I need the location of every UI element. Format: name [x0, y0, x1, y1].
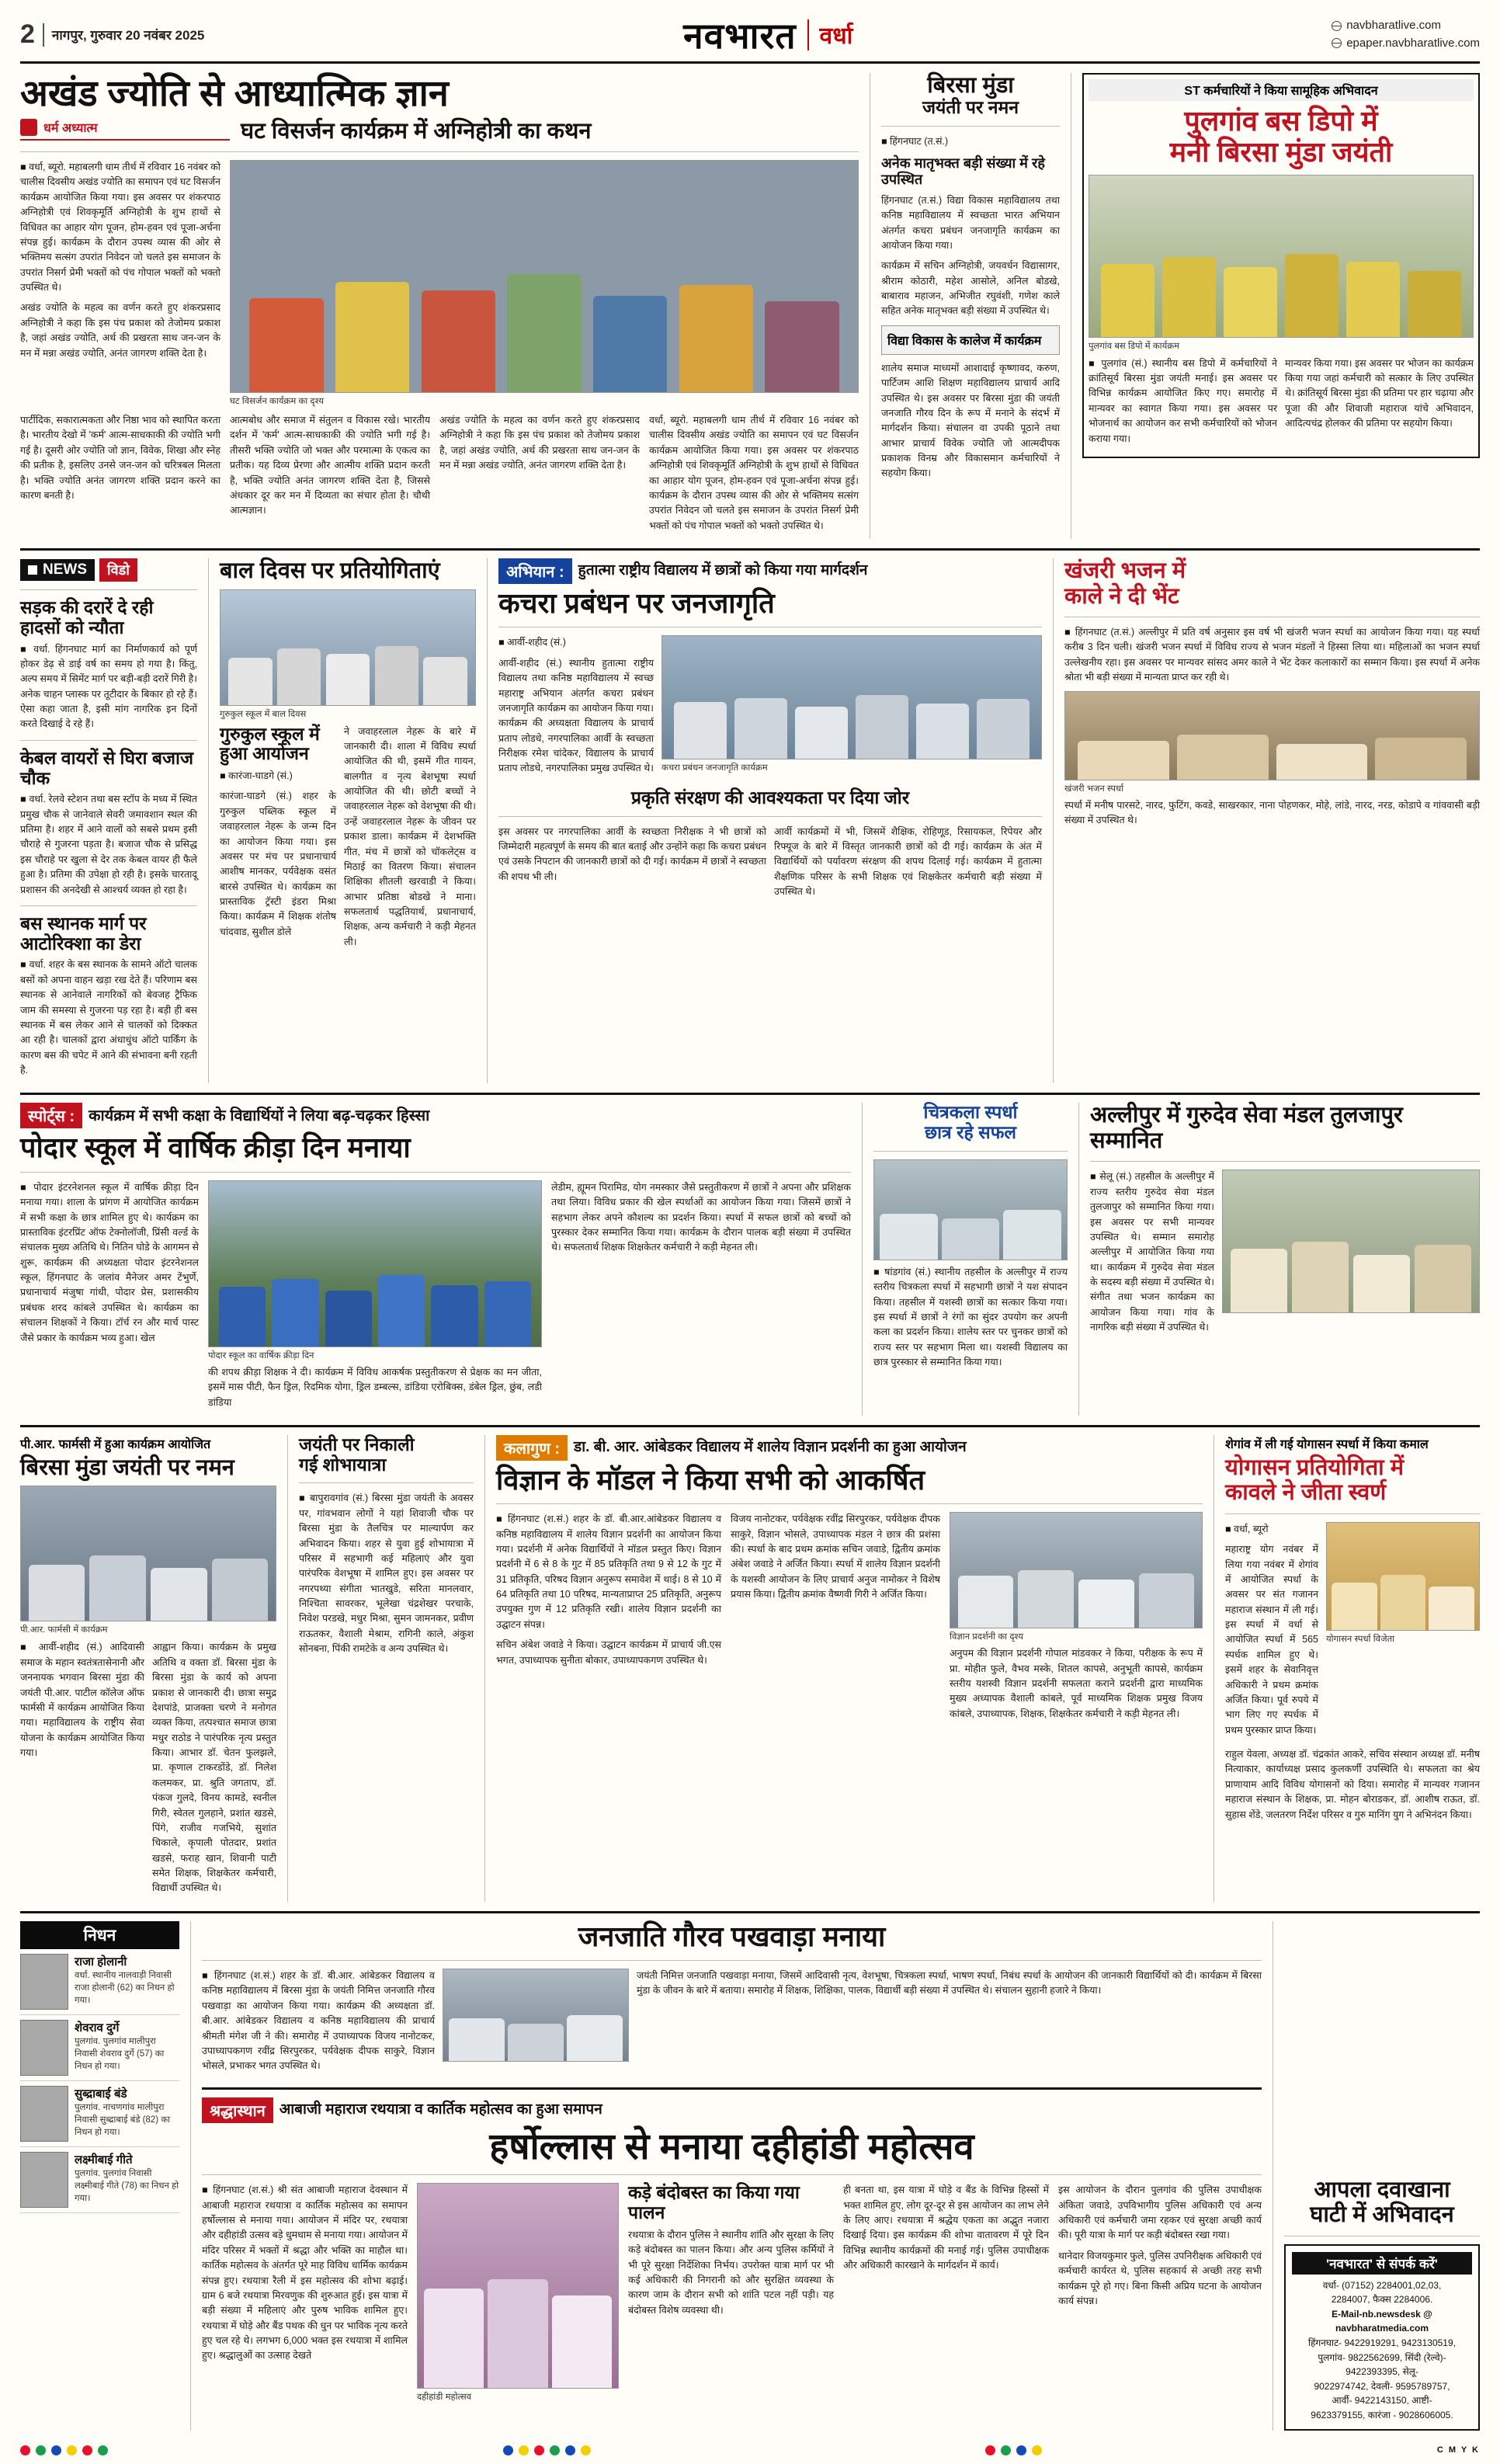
obituary-meta: पुलगांव. पुलगांव निवासी लक्ष्मीबाई गीते (78) का निधन हो गया।	[75, 2168, 179, 2203]
masthead-links	[1332, 17, 1480, 52]
obituary-item	[20, 2147, 179, 2213]
contact-line: 9623379155, कारंजा - 9028606005.	[1311, 2410, 1453, 2421]
publication-title: नवभारत	[683, 15, 797, 56]
bal-divas-caption: गुरुकुल स्कूल में बाल दिवस	[220, 709, 307, 719]
sports-story	[20, 1103, 851, 1415]
sports-photo	[208, 1180, 542, 1347]
pr-text-1: ■ आर्वी-शहीद (सं.) आदिवासी समाज के महान स्वतंत्रतासेनानी और जननायक भगवान बिरसा मुंडा की जयंती पी.आर. पाटील कॉलेज ऑफ फार्मसी में कार्यक्रम आयोजित किया गया। महाविद्यालय के राष्ट्रीय सेवा योजना के कार्यक्रम आयोजित किया गया।	[20, 1640, 144, 1901]
allipur-text: ■ सेलू (सं.) तहसील के अल्लीपुर में राज्य स्तरीय गुरुदेव सेवा मंडल तुलजापुर को सम्मानित किया गया। इस अवसर पर सभी मान्यवर उपस्थित थे। सम्मान समारोह अल्लीपुर में आयोजित किया गया था। कार्यक्रम में गुरुदेव सेवा मंडल के सदस्य बड़ी संख्या में उपस्थित थे। संगीत तथा भजन कार्यक्रम का आयोजन किया गया। गांव के नागरिक बड़ी संख्या में उपस्थित थे।	[1090, 1169, 1214, 1340]
sports-kicker-text: कार्यक्रम में सभी कक्षा के विद्यार्थियों ने लिया बढ़-चढ़कर हिस्सा	[89, 1107, 430, 1124]
yogasan-headline-1: योगासन प्रतियोगिता में	[1225, 1454, 1405, 1480]
shraddha-kicker-text: आबाजी महाराज रथयात्रा व कार्तिक महोत्सव का हुआ समापन	[279, 2101, 602, 2118]
masthead	[20, 14, 1480, 64]
jayanti-headline-2: गई शोभायात्रा	[299, 1454, 387, 1475]
bottom-right	[1284, 1921, 1480, 2431]
pr-caption: पी.आर. फार्मसी में कार्यक्रम	[20, 1625, 108, 1635]
kalagun-story	[496, 1435, 1203, 1902]
st-kicker: ST कर्मचारियों ने किया सामूहिक अभिवादन	[1089, 79, 1474, 101]
globe-icon	[1332, 38, 1342, 48]
bottom-middle	[202, 1921, 1262, 2431]
sports-caption: पोदार स्कूल का वार्षिक क्रीड़ा दिन	[208, 1350, 314, 1361]
abhiyan-subhead: प्रकृति संरक्षण की आवश्यकता पर दिया जोर	[630, 787, 910, 808]
allipur-headline: अल्लीपुर में गुरुदेव सेवा मंडल तुलजापुर सम्मानित	[1090, 1103, 1403, 1153]
epaper-link[interactable]: epaper.navbharatlive.com	[1346, 36, 1480, 50]
jayanti-text: ■ बापुरावगांव (सं.) बिरसा मुंडा जयंती के अवसर पर, गांवभवान लोगों ने यहां शिवाजी चौक पर बिरसा मुंडा के तैलचित्र पर माल्यार्पण कर अभिवादन किया। शहर से युवा हुई शोभायात्रा में परिसर में सहभागी कई महिलाएं और युवा पारंपरिक वेशभूषा में शामिल हुए। इस अवसर पर नगरपथ्या संगीता भातखुडे, सरिता मानलवार, निश्चिता सावरकर, भूलेखा चंद्रशेखर परचाके, निवेश परडखे, मधुर मिश्रा, सुमन जामनकर, प्रवीण राऊतकर, वैशाली मेश्राम, रागिनी काले, अंकुश सोनबना, पिंकी रामटेके व अन्य उपस्थित थे।	[299, 1491, 474, 1656]
contact-line[interactable]: E-Mail-nb.newsdesk @	[1332, 2308, 1432, 2320]
st-story	[1082, 73, 1480, 539]
chitrakala-headline-1: चित्रकला स्पर्धा	[923, 1102, 1018, 1123]
abhiyan-kicker: अभियान :	[498, 558, 572, 584]
jayanti-headline-1: जयंती पर निकाली	[299, 1434, 415, 1454]
birsa-text-3: शालेय समाज माध्यमों आशादाई कृष्णावद, करुण, पार्टिजम आशि शिक्षण महाविद्यालय प्राचार्य आदि उपस्थित थे। इस अवसर पर बिरसा मुंडा की जयंती जनजाति गौरव दिन के रूप में मनाने के संदर्भ में मार्गदर्शन किया। संचालन वा उपकी पूठाने तथा आभार प्राचार्य विवेक ज्योति जो आत्मदीपक प्रकाशक विनम्र और विकासमान कर्मचारियों ने सहयोग किया।	[881, 362, 1060, 479]
janjati-photo	[443, 1969, 629, 2062]
color-dots-right	[985, 2445, 1042, 2455]
obituary-photo	[20, 2152, 68, 2208]
bal-divas-photo	[220, 589, 476, 706]
contact-line: 9022974742, देवली- 9595789757,	[1314, 2380, 1450, 2392]
yogasan-text-1: ■ वर्धा, ब्यूरो महाराष्ट्र योग नवंबर में लिया गया नवंबर में शेगांव में आयोजित स्पर्धा के अवसर पर संत गजानन महाराज संस्थान में ली गई। इस स्पर्धा में वर्धा से आयोजित स्पर्धा में 565 स्पर्धक शामिल हुए थे। इसमें शहर के सेवानिवृत्त अधिकारी ने प्रथम क्रमांक अर्जित किया। पूर्व रुपये में भाग लिए गए स्पर्धक में प्रथम पुरस्कार प्राप्त किया।	[1225, 1522, 1318, 1743]
obituary-item	[20, 2015, 179, 2081]
shraddha-kicker: श्रद्धास्थान	[202, 2097, 273, 2123]
abhiyan-photo	[661, 635, 1042, 759]
kalagun-text-1: ■ हिंगनघाट (श.सं.) शहर के डॉ. बी.आर.आंबेडकर विद्यालय व कनिष्ठ महाविद्यालय में शालेय विज्ञान प्रदर्शनी का आयोजन किया गया। प्रदर्शनी में अनेक विद्यार्थियों ने मॉडल प्रस्तुत किए। विज्ञान प्रदर्शनी में 6 से 8 के गुट में 85 प्रतिकृति तथा 9 से 12 के गुट में 31 प्रतिकृति, परिषद विज्ञान अनुरूप समावेश में थाई। 8 से 10 में 64 प्रतिकृति तथा 10 परिषद, मान्यताप्राप्त 25 प्रतिकृति, अनुरूप उपयुक्त गुण में 12 प्रतिकृति रखी। शालेय विज्ञान प्रदर्शनी का उद्घाटन संपन्न। सचिन अंबेश जवाडे ने किया। उद्घाटन कार्यक्रम में प्राचार्य जी.एस भगत, उपाध्यापक सुनीता बोकार, उपाध्यापकगण उपस्थित थे।	[496, 1512, 721, 1727]
shraddha-headline: हर्षोल्लास से मनाया दहीहांडी महोत्सव	[489, 2125, 974, 2167]
news-item	[20, 914, 197, 1079]
abhiyan-caption: कचरा प्रबंधन जनजागृति कार्यक्रम	[661, 763, 768, 773]
yogasan-headline-2: कावले ने जीता स्वर्ण	[1225, 1480, 1387, 1506]
kalagun-text-3: विजय नानोटकर, पर्यवेक्षक रवींद्र सिरपुरकर, पर्यवेक्षक दीपक साकुरे, विज्ञान भोसले, उपाध्यापक मंडल ने छात्र की प्रशंसा की। स्पर्धा के बाद प्रथम क्रमांक सचिन जवाडे, द्वितीय क्रमांक अंबेश जवाडे ने अर्जित किया। स्पर्धा में शालेय विज्ञान प्रदर्शनी के यशस्वी आयोजन के लिए प्राचार्य अनुज नामोकर ने विशेष प्रयास किया। द्वितीय क्रमांक वैष्णवी गिरी ने अर्जित किया।	[731, 1514, 940, 1600]
birsa-box-head: विद्या विकास के कालेज में कार्यक्रम	[887, 334, 1042, 348]
shraddha-text-3: ही बनता था, इस यात्रा में घोड़े व बैंड के विभिन्न हिस्सों में भक्त शामिल हुए, लोग दूर-दूर से इस आयोजन का लाभ लेने के लिए आए। रथयात्रा में श्रद्धेय एकता का अद्भुत नजारा दिखाई दिया। इस कार्यक्रम की शोभा वातावरण में पूरे दिन विभिन्न स्थानीय कार्यक्रमों की मनाई गई। पुलिस उपाधीक्षक और अधिकारी कारखाने के मार्गदर्शन में कार्य।	[843, 2184, 1049, 2271]
masthead-center	[683, 11, 852, 59]
news-item	[20, 598, 197, 732]
st-photo-caption: पुलगांव बस डिपो में कार्यक्रम	[1089, 341, 1180, 351]
obituary-title: निधन	[20, 1921, 179, 1949]
sports-kicker: स्पोर्ट्स :	[20, 1103, 82, 1128]
obituary-photo	[20, 1954, 68, 2010]
yogasan-photo	[1326, 1522, 1480, 1631]
janjati-text-2: जयंती निमित्त जनजाति पखवाड़ा मनाया, जिसमें आदिवासी नृत्य, वेशभूषा, चित्रकला स्पर्धा, भाषण स्पर्धा, निबंध स्पर्धा के आयोजन की जानकारी विद्यार्थियों को दी। कार्यक्रम में बिरसा मुंडा के जीवन के बारे में बताया। समारोह में शिक्षक, शिक्षिका, पालक, विद्यार्थी बड़ी संख्या में उपस्थित थे। संचालन सुहानी हजारे ने किया।	[637, 1970, 1262, 1997]
st-photo	[1089, 175, 1474, 338]
lead-col-5: वर्धा, ब्यूरो. महाबलगी धाम तीर्थ में रविवार 16 नवंबर को चालीस दिवसीय अखंड ज्योति का समापन एवं घट विसर्जन कार्यक्रम आयोजित किया गया। इस अवसर पर शंकरपाठ अग्निहोत्री एवं शिवकृमूर्ति अग्निहोत्री के शुभ हाथों से विधिवत का आहार योग पूजन, होम-हवन एवं पूजा-अर्चना संपन्न हुई। कार्यक्रम के दौरान उपस्थ व्यास की ओर से भक्तिमय सत्संग उपरांत निवेदन जो चलते इस समाजन के उपरांत निसर्ग प्रेमी भक्तों को पंच गोपाल भक्तों को भक्तो उपस्थित थे।	[649, 415, 859, 531]
st-text-2: मान्यवर किया गया। इस अवसर पर भोजन का कार्यक्रम किया गया जहां कर्मचारी को सत्कार के लिए उपस्थित थे। क्रांतिसूर्य बिरसा मुंडा की प्रतिमा पर हार चढ़ाया और पूजा की और शिवाजी महाराज यांचे अभिवादन, आदित्यचंद्र होलकर की प्रतिमा पर सहयोग किया।	[1285, 357, 1474, 429]
news-item-headline: बस स्थानक मार्ग पर आटोरिक्शा का डेरा	[20, 912, 147, 954]
obituary-block	[20, 1921, 179, 2431]
birsa-text-1: हिंगनघाट (त.सं.) विद्या विकास महाविद्यालय तथा कनिष्ठ महाविद्यालय में स्वच्छता भारत अभियान अंतर्गत कचरा प्रबंधन जनजागृति कार्यक्रम का आयोजन किया गया।	[881, 194, 1060, 251]
cmyk-label: C M Y K	[1436, 2445, 1480, 2455]
bal-divas-text-2: ने जवाहरलाल नेहरू के बारे में जानकारी दी। शाला में विविध स्पर्धा आयोजित की थी, इसमें गीत गायन, बालगीत व नृत्य बेशभूषा स्पर्धा आयोजित की थी। छोटी बच्चों ने जवाहरलाल नेहरू को वेशभूषा की थी। उन्हें जवाहरलाल नेहरू के जीवन पर प्रकाश डाला। कार्यक्रम में देशभक्ति गीत, मंच में छात्रों को चॉकलेट्स व मिठाई का वितरण किया। संचालन शिक्षिका शीतली खरवाडी ने किया। आभार प्रतिष्ठा बोडखे ने माना। सफलतार्थ पद्धतियार्थ, प्रधानाचार्य, शिक्षक, अन्य कर्मचारी ने कड़ी मेहनत ली।	[344, 725, 476, 947]
obituary-photo	[20, 2020, 68, 2076]
top-section	[20, 73, 1480, 539]
birsa-bold-line: अनेक मातृभक्त बड़ी संख्या में रहे उपस्थित	[881, 155, 1045, 188]
pr-photo	[20, 1486, 276, 1621]
bal-divas-subhead: गुरुकुल स्कूल में हुआ आयोजन	[220, 723, 320, 764]
chitrakala-photo	[873, 1159, 1068, 1260]
allipur-story	[1090, 1103, 1480, 1415]
shraddha-photo	[417, 2183, 619, 2389]
lead-photo-caption: घट विसर्जन कार्यक्रम का दृश्य	[230, 397, 325, 407]
edition-name: वर्धा	[819, 23, 853, 49]
jayanti-story	[299, 1435, 474, 1902]
birsa-text-2: कार्यक्रम में सचिन अग्निहोत्री, जयवर्धन विद्यासागर, श्रीराम कोठारी, महेश आसोले, अनिल बोडखे, बाबाराव महाजन, अभिजीत रघुवंशी, गणेश काले सहित अनेक मातृभक्त बड़ी संख्या में उपस्थित थे।	[881, 260, 1060, 317]
lead-col-3: आत्मबोध और समाज में संतुलन व विकास रखे। भारतीय दर्शन में 'कर्म' आत्म-साधकाकी की ज्योति भगी गई है। तीसरी भक्ति ज्योति जो भक्त और परमात्मा के एकत्व का प्रतीक। यह दिव्य प्रेरणा और आत्मीय शक्ति प्रदान करती है, भक्ति ज्योति अनंत जागरण शक्ति देता है, जिससे अंधकार दूर कर मन में दिव्यता का संचार होता है। चौथी आत्मज्ञान।	[230, 415, 430, 516]
khanjari-photo	[1064, 691, 1480, 780]
yogasan-kicker: शेगांव में ली गई योगासन स्पर्धा में किया कमाल	[1225, 1437, 1429, 1451]
abhiyan-story	[498, 558, 1042, 1083]
contact-line: 2284007, फैक्स 2284006.	[1331, 2294, 1433, 2306]
obituary-name: शेवराव दुर्गे	[75, 2021, 120, 2035]
kalagun-caption: विज्ञान प्रदर्शनी का दृश्य	[950, 1632, 1023, 1642]
pr-pharmacy-story	[20, 1435, 276, 1902]
aapla-headline-2: घाटी में अभिवादन	[1310, 2202, 1454, 2228]
contact-box	[1284, 2244, 1480, 2431]
abhiyan-text-1: ■ आर्वी-शहीद (सं.) आर्वी-शहीद (सं.) स्थानीय हुतात्मा राष्ट्रीय विद्यालय तथा कनिष्ठ महाविद्यालय में स्वच्छ महाराष्ट्र अभियान अंतर्गत कचरा प्रबंधन जनजागृति कार्यक्रम का आयोजन किया गया। कार्यक्रम की अध्यक्षता विद्यालय के प्राचार्य प्रताप लोडधे, नगरपालिका आर्वी के स्वच्छता निरीक्षक रमेश चांदेकर, विद्यालय के प्राचार्य प्रताप लोडधे, नगरपालिका प्रमुख उपस्थित थे।	[498, 635, 654, 781]
shraddha-text-4: इस आयोजन के दौरान पुलगांव की पुलिस उपाधीक्षक अंकिता जवाडे, उपविभागीय पुलिस अधिकारी एवं अन्य अधिकारी एवं कर्मचारी जमा रहकर एवं सुरक्षा अच्छी कार्य की। पूरी यात्रा के मार्ग पर कड़ी बंदोबस्त रखा गया। थानेदार विजयकुमार फुले, पुलिस उपनिरीक्षक अधिकारी एवं कर्मचारी कार्यरत थे, पुलिस सहकार्य से अच्छी तरह सभी कार्यक्रम पूरे हो गए। बिना किसी अप्रिय घटना के आयोजन कार्य संपन्न।	[1058, 2184, 1262, 2306]
chitrakala-story	[873, 1103, 1068, 1415]
chitrakala-headline-2: छात्र रहे सफल	[924, 1122, 1017, 1143]
masthead-left	[20, 19, 204, 50]
khanjari-text-1: ■ हिंगनघाट (त.सं.) अल्लीपुर में प्रति वर्ष अनुसार इस वर्ष भी खंजरी भजन स्पर्धा का आयोजन किया गया। यह स्पर्धा करीब 3 दिन चली। खंजरी भजन स्पर्धा में विविध राज्य से भजन मंडलों ने हिस्सा लिया था। महिलाओं का भजन स्पर्धा उल्लेखनीय रहा। इस अवसर पर मान्यवर सांसद अमर काले ने भेंट देकर कलाकारों का सम्मान किया। इस स्पर्धा में अनेक श्रोता भी बड़ी संख्या में मान्यता प्राप्त कर रही थे।	[1064, 625, 1480, 686]
khanjari-story	[1064, 558, 1480, 1083]
bal-divas-text-1: कारंजा-घाडगे (सं.) शहर के गुरुकुल पब्लिक स्कूल में जवाहरलाल नेहरू के जन्म दिन का आयोजन किया गया। इस अवसर पर मंच पर प्रधानाचार्य आशीष मानकर, पर्यवेक्षक वसंत बारसे उपस्थित थे। कार्यक्रम का प्रास्ताविक ट्रॅस्टी इंडरा मिश्रा किया। कार्यक्रम में शिक्षक शंतोष चांदवाड, सुशील डोले	[220, 791, 336, 937]
lead-photo	[230, 160, 859, 393]
shraddha-caption: दहीहांडी महोत्सव	[417, 2393, 472, 2403]
news-tag: विडो	[99, 558, 137, 582]
fourth-section	[20, 1435, 1480, 1902]
globe-icon	[1332, 21, 1342, 31]
shraddha-story	[202, 2097, 1262, 2403]
bal-divas-headline: बाल दिवस पर प्रतियोगिताएं	[220, 558, 440, 584]
shraddha-text-1: ■ हिंगनघाट (श.सं.) श्री संत आबाजी महाराज देवस्थान में आबाजी महाराज रथयात्रा व कार्तिक महोत्सव का समापन हर्षोल्लास से मनाया गया। आयोजन में मंदिर पर, रथयात्रा और दहीहांडी उत्सव बड़े धुमधाम से मनाया गया। आयोजन में मंदिर परिसर में भक्तों में श्रद्धा और भक्ति का माहौल था। कार्तिक महोत्सव के अंतर्गत पूरे माह विविध धार्मिक कार्यक्रम संपन्न हुए। रथयात्रा रैली में इस महोत्सव की शोभा बढ़ाई। ग्राम 6 बजे रथयात्रा मिरवणुक की शुरुआत हुई। इस यात्रा में बड़ी संख्या में महिलाएं और पुरुष भाविक शामिल हुए। रथयात्रा में घोड़े और बैंड पथक की धुन पर भाविक नृत्य करते हुए चल रहे थे। लगभग 6,000 भक्त इस रथयात्रा में शामिल हुए। श्रद्धालुओं का उत्साह देखते	[202, 2183, 408, 2403]
allipur-photo	[1222, 1169, 1480, 1313]
news-briefs	[20, 558, 197, 1083]
yogasan-caption: योगासन स्पर्धा विजेता	[1326, 1634, 1395, 1644]
masthead-divider	[43, 23, 44, 47]
janjati-text-1: ■ हिंगनघाट (श.सं.) शहर के डॉ. बी.आर. आंबेडकर विद्यालय व कनिष्ठ महाविद्यालय में बिरसा मुंडा के जयंती निमित्त जनजाति गौरव पखवाड़ा का आयोजन किया गया। कार्यक्रम की अध्यक्षता डॉ. बी.आर. आंबेडकर विद्यालय व कनिष्ठ महाविद्यालय की प्राचार्य श्रीमती मंगेश जी ने की। समारोह में उपाध्यापक विजय नानोटकर, उपाध्यापकगण रवींद्र सिरपुरकर, पर्यवेक्षक दीपक साकुरे, विज्ञान भोसले, प्रभाकर भगत उपस्थित थे।	[202, 1969, 435, 2080]
contact-line: 9422393395, सेलू-	[1345, 2366, 1418, 2378]
sports-text-3: लेडीम, ह्यूमन पिरामिड, योग नमस्कार जैसे प्रस्तुतीकरण में छात्रों ने अपना और प्रशिक्षक तथा लिया। विविध प्रकार की खेल स्पर्धाओं का आयोजन किया गया। जिसमें छात्रों ने सहभाग लेकर अपने कौशल्य का प्रदर्शन किया। स्पर्धा में सफल छात्रों को बच्चों को पुरस्कार देकर सम्मानित किया गया। कार्यक्रम के दौरान पालक बड़ी संख्या में उपस्थित थे। सफलतार्थ शिक्षक शिक्षकेतर कर्मचारी ने कड़ी मेहनत ली।	[551, 1181, 851, 1253]
lotus-icon	[20, 119, 37, 136]
khanjari-headline-1: खंजरी भजन में	[1064, 558, 1186, 584]
registration-bar	[20, 2444, 1480, 2456]
pr-headline: बिरसा मुंडा जयंती पर नमन	[20, 1454, 234, 1480]
obituary-name: लक्ष्मीबाई गीते	[75, 2153, 133, 2167]
st-headline-2: मनी बिरसा मुंडा जयंती	[1169, 136, 1393, 169]
abhiyan-text-2: इस अवसर पर नगरपालिका आर्वी के स्वच्छता निरीक्षक ने भी छात्रों को जिम्मेदारी महत्वपूर्ण के समय की बात बताई और उन्होंने कहा कि कचरा प्रबंधन एवं उसके निपटान की जानकारी छात्रों को दी गई। कार्यक्रम में छात्रों ने स्वच्छता की शपथ भी ली।	[498, 825, 766, 882]
third-section	[20, 1103, 1480, 1415]
kalagun-headline: विज्ञान के मॉडल ने किया सभी को आकर्षित	[496, 1463, 925, 1496]
shraddha-subhead: कड़े बंदोबस्त का किया गया पालन	[628, 2182, 800, 2223]
birsa-title: बिरसा मुंडा	[927, 73, 1014, 98]
dateline: नागपुर, गुरुवार 20 नवंबर 2025	[51, 28, 205, 43]
news-item-text: ■ वर्धा. रेलवे स्टेशन तथा बस स्टॉप के मध्य में स्थित प्रमुख चौक से जानेवाले सेवरी जमावशान स्थल की प्रतिमा है। शहर में आने वालों को सबसे प्रथम इसी चौराहे से गुजरना पड़ता है। बजाज चौक से प्रसिद्ध इस चौराहे पर खुला से देर तक केबल वायर ही फैले हुआ है। प्रतिमा की उपेक्षा हो रही है। इसके चारतादू प्रशासन की अनदेखी से आश्चर्य व्यक्त हो रहा है।	[20, 792, 197, 898]
title-separator	[807, 19, 809, 50]
news-item	[20, 749, 197, 898]
birsa-column	[881, 73, 1060, 539]
yogasan-text-2: राहुल येवला, अध्यक्ष डॉ. चंद्रकांत आकरे, सचिव संस्थान अध्यक्ष डॉ. मनीष नित्याकार, कार्याध्यक्ष प्रसाद कुलकर्णी उपस्थिति थे। सफलता का श्रेय प्राणायाम आदि विविध योगासनों को दिया। समारोह में मान्यवर गजानन महाराज संस्थान के शिक्षक, प्रा. मोहन बोराडकर, डॉ. आशीष राऊत, डॉ. सुहास शेंडे, जलतरण निर्देश परिसर व गुरु मानिंग युग ने अभिनंदन किया।	[1225, 1749, 1480, 1820]
contact-line: हिंगनघाट- 9422919291, 9423130519,	[1308, 2337, 1456, 2349]
lead-kicker: धर्म अध्यात्म	[43, 121, 98, 135]
contact-line: पुलगांव- 9822562699, सिंदी (रेल्वे)-	[1318, 2351, 1446, 2363]
news-label: NEWS	[20, 559, 95, 581]
news-item-headline: केबल वायरों से घिरा बजाज चौक	[20, 747, 194, 788]
contact-line: वर्धा- (07152) 2284001,02,03,	[1322, 2279, 1442, 2291]
kalagun-kicker: कलागुण :	[496, 1435, 568, 1461]
color-dots-center	[503, 2445, 591, 2455]
page-number: 2	[20, 19, 35, 49]
news-square-icon	[28, 565, 37, 575]
second-section	[20, 558, 1480, 1083]
contact-line: आर्वी- 9422143150, आष्टी-	[1332, 2395, 1432, 2407]
contact-line[interactable]: navbharatmedia.com	[1335, 2323, 1429, 2334]
sports-text-1: ■ पोदार इंटरनेशनल स्कूल में वार्षिक क्रीड़ा दिन मनाया गया। शाला के प्रांगण में आयोजित कार्यक्रम में सभी कक्षा के छात्र शामिल हुए थे। कार्यक्रम का प्रास्ताविक इंटरप्रिंट ऑफ टेक्नोलॉजी, प्रिंसी वर्ल्ड के संचालक मुख्य अतिथि थे। नितिन घोडे के आगमन से शुरू, कार्यक्रम की अध्यक्षता पोदार इंटरनेशनल स्कूल, हिंगनघाट के जलांव मैनेजर अमर टेंभुर्णे, प्रधानाचार्य मंजुषा गांधी, पोदार प्रेस, प्रशासकीय प्रबंधक शरद कांबले उपस्थित थे। कार्यक्रम का संचालन शिक्षकों ने किया। टॉर्च रन और मार्च पास्ट जैसे प्रकार के कार्यक्रम भव्य हुआ। खेल	[20, 1180, 199, 1416]
khanjari-caption: खंजरी भजन स्पर्धा	[1064, 784, 1124, 794]
abhiyan-kicker-text: हुतात्मा राष्ट्रीय विद्यालय में छात्रों को किया गया मार्गदर्शन	[578, 562, 868, 579]
website-link[interactable]: navbharatlive.com	[1346, 19, 1441, 32]
janjati-story	[202, 1921, 1262, 2080]
obituary-item	[20, 2081, 179, 2147]
obituary-meta: पुलगांव. पुलगांव मालीपुरा निवासी शेवराव दुर्गे (57) का निधन हो गया।	[75, 2036, 165, 2071]
sports-text-2: की शपथ क्रीड़ा शिक्षक ने दी। कार्यक्रम में विविध आकर्षक प्रस्तुतीकरण से प्रेक्षक का मन जीता, इसमें मास पीटी, फैन ड्रिल, रिदमिक योगा, ड्रिल डम्बल्स, डांडिया एरोबिक्स, डंबेल ड्रिल, छुंब, लडी डांडिया	[208, 1366, 542, 1408]
birsa-subtitle: जयंती पर नमन	[922, 97, 1019, 118]
sports-headline: पोदार स्कूल में वार्षिक क्रीड़ा दिन मनाया	[20, 1131, 411, 1164]
birsa-source: ■ हिंगनघाट (त.सं.)	[881, 134, 1060, 149]
chitrakala-text: ■ षांडगांव (सं.) स्थानीय तहसील के अल्लीपुर में राज्य स्तरीय चित्रकला स्पर्धा में सहभागी छात्रों ने यश संपादन किया। तहसील में यशस्वी छात्रों का सत्कार किया गया। इस स्पर्धा में छात्रों ने रंगों का सुंदर उपयोग कर अपनी कला का प्रदर्शन किया। शालेय स्तर पर चुनकर छात्रों को राज्य स्तर पर सहभाग मिला था। यशस्वी विद्यालय का छात्र पुरस्कार से सम्मानित किया गया।	[873, 1265, 1068, 1371]
kalagun-kicker-text: डा. बी. आर. आंबेडकर विद्यालय में शालेय विज्ञान प्रदर्शनी का हुआ आयोजन	[574, 1439, 967, 1455]
lead-col-4: अखंड ज्योति के महत्व का वर्णन करते हुए शंकरप्रसाद अग्निहोत्री ने कहा कि इस पंच प्रकाश को तेजोमय प्रकाश है, जहां अखंड ज्योति, अर्थ की प्रखरता साथ जन-जन के मन में मन्ना अखंड ज्योति, अनंत जागरण शक्ति देता है।	[439, 415, 640, 471]
pr-kicker: पी.आर. फार्मसी में हुआ कार्यक्रम आयोजित	[20, 1437, 211, 1451]
news-item-text: ■ वर्धा. शहर के बस स्थानक के सामने ऑटो चालक बसों को अपना वाहन खड़ा रख देते हैं। परिणाम बस स्थानक से आनेवाले नागरिकों को बेवजह ट्रैफिक जाम की समस्या से गुजरना पड़ रहा है। बड़ी ही बस स्थानक में बस लेकर आने से चालकों को दिक्कत आ रही है। चालकों द्वारा अंधाधुंध ऑटो पार्किंग के कारण बस की चपेट में आने की संभावना बनी रहती है.	[20, 957, 197, 1078]
lead-story	[20, 73, 859, 539]
bal-divas-source: ■ कारंजा-घाडगे (सं.)	[220, 769, 336, 784]
lead-subhead: घट विसर्जन कार्यक्रम में अग्निहोत्री का कथन	[241, 118, 592, 144]
kalagun-text-4: अनुपम की विज्ञान प्रदर्शनी गोपाल मांडवकर ने किया, परीक्षक के रूप में प्रा. मोहीत फुले, वैभव मस्के, शितल कापसे, अनुभूती कापसे, कार्यक्रम स्तरीय यशस्वी विज्ञान प्रदर्शनी सफलता कराने प्रदर्शनी द्वारा माध्यमिक मुख्य अध्यापक वैशाली कांबले, पूर्व माध्यमिक शिक्षक प्रमुख विजय कांबले, उपाध्यापक, शिक्षक, शिक्षकेतर कर्मचारी ने कड़ी मेहनत ली।	[950, 1648, 1203, 1719]
obituary-item	[20, 1949, 179, 2015]
lead-col-1: ■ वर्धा, ब्यूरो. महाबलगी धाम तीर्थ में रविवार 16 नवंबर को चालीस दिवसीय अखंड ज्योति का समापन एवं घट विसर्जन कार्यक्रम आयोजित किया गया। इस अवसर पर शंकरपाठ अग्निहोत्री एवं शिवकृमूर्ति अग्निहोत्री के शुभ हाथों से विधिवत का आहार योग पूजन, होम-हवन एवं पूजा-अर्चना संपन्न हुई। कार्यक्रम के दौरान उपस्थ व्यास की ओर से भक्तिमय सत्संग उपरांत निवेदन जो चलते इस समाजन के उपरांत निसर्ग प्रेमी भक्तों को पंच गोपाल भक्तों को भक्तो उपस्थित थे। अखंड ज्योति के महत्व का वर्णन करते हुए शंकरप्रसाद अग्निहोत्री ने कहा कि इस पंच प्रकाश को तेजोमय प्रकाश है, जहां अखंड ज्योति, अर्थ की प्रखरता साथ जन-जन के मन में मन्ना अखंड ज्योति, अनंत जागरण शक्ति देता है।	[20, 160, 220, 407]
kalagun-photo	[950, 1512, 1203, 1628]
bottom-section	[20, 1921, 1480, 2431]
abhiyan-text-3: आर्वी कार्यक्रमों में भी, जिसमें शैक्षिक, रोहिणूड, रिसायकल, रिपेयर और रिफ्यूज के बारे में विस्तृत जानकारी छात्रों को दी गई। कार्यक्रम के अंत में विद्यार्थियों को पर्यावरण संरक्षण की शपथ दिलाई गई। कार्यक्रम में हुतात्मा शैक्षणिक परिसर के सभी शिक्षक एवं शिक्षकेतर कर्मचारी बड़ी संख्या में उपस्थित थे।	[774, 825, 1042, 898]
aapla-headline-1: आपला दवाखाना	[1314, 2177, 1450, 2202]
shraddha-text-2: रथयात्रा के दौरान पुलिस ने स्थानीय शांति और सुरक्षा के लिए कड़े बंदोबस्त का पालन किया। और अन्य पुलिस कर्मियों ने भी पूरे सुरक्षा निर्देशिका निर्भय। उपरोक्त यात्रा मार्ग पर भी कई अधिकारी की निगरानी को और सुरक्षित व्यवस्था के कारण जाम के दौरान सभी को शांति पटल नहीं पड़ी। यह बंदोबस्त विशेष व्यवस्था थी।	[628, 2229, 834, 2316]
lead-col-2: पार्टीदिक, सकारात्मकता और निष्ठा भाव को स्थापित करता है। भारतीय देखो में 'कर्म' आत्म-साधकाकी की ज्योति भगी गई है। दूसरी ओर ज्योति जो ज्ञान, विवेक, शिखा और स्नेह की प्रतीक है, इसलिए उनसे जन-जन को चरित्रबल मिलता है। भक्ति ज्योति अनंत जागरण शक्ति प्रदान करने का कारण बनती है।	[20, 415, 220, 501]
color-dots-left	[20, 2445, 108, 2455]
st-text-1: ■ पुलगांव (सं.) स्थानीय बस डिपो में कर्मचारियों ने क्रांतिसूर्य बिरसा मुंडा जयंती मनाई। इस अवसर पर विभिन्न कार्यक्रम आयोजित किए गए। समारोह में मान्यवर का स्वागत किया गया। इस अवसर पर भोजनार्थ का आयोजन कर सभी कर्मचारियों को भोजन कराया गया।	[1089, 356, 1277, 452]
contact-title: 'नवभारत' से संपर्क करें'	[1292, 2252, 1472, 2275]
bal-divas-story	[220, 558, 476, 1083]
obituary-meta: वर्धा. स्थानीय नालवाड़ी निवासी राजा होलानी (62) का निधन हो गया।	[75, 1970, 175, 2005]
lead-headline: अखंड ज्योति से आध्यात्मिक ज्ञान	[20, 72, 449, 113]
yogasan-story	[1225, 1435, 1480, 1902]
st-headline-1: पुलगांव बस डिपो में	[1184, 105, 1378, 137]
pr-text-2: आह्वान किया। कार्यक्रम के प्रमुख अतिथि व वक्ता डॉ. बिरसा मुंडा के बिरसा मुंडा के कार्य को अपना प्रकाश से जानकारी दी। छात्रा समुद्र देशपांडे, प्राजक्ता चरणे ने मनोगत व्यक्त किया, तत्पश्चात समाज छात्रा मधुर राठोड ने पारंपरिक नृत्य प्रस्तुत किया। आभार डॉ. चेतन फुलझले, प्रा. कृणाल टाकरडोंडे, डॉ. निलेश कलमकर, प्रा. श्रुति जगताप, डॉ. पंकज गुलदे, विनय कामडे, स्वनील गिरी, स्वेतल गुलहाने, प्रशांत खडसे, पिंगे, राजीव गजभिये, सुशांत चिकाले, कृपाली पोतदार, प्रशांत खडसे, फराह खान, शिवानी पाटी समेत शिक्षक, शिक्षकेतर कर्मचारी, विद्यार्थी उपस्थित थे।	[152, 1642, 276, 1894]
obituary-photo	[20, 2086, 68, 2142]
news-item-text: ■ वर्धा. हिंगनघाट मार्ग का निर्माणकार्य को पूर्ण होकर डेढ़ से डाई वर्ष का समय हो गया है। किंतु, अल्प समय में सिमेंट मार्ग पर बड़ी-बड़ी दरारें गिरी है। अनेक चाहन प्लास्क पर तूटीदार के बिकार हो रहे हैं। ऐसा कहा जाता है, इसी मांग नागरिक इन दिनों करते दिखाई दे रहे हैं।	[20, 642, 197, 732]
birsa-box	[881, 325, 1060, 355]
news-item-headline: सड़क की दरारें दे रही हादसों को न्यौता	[20, 597, 154, 638]
obituary-name: राजा होलानी	[75, 1955, 127, 1969]
janjati-headline: जनजाति गौरव पखवाड़ा मनाया	[578, 1920, 886, 1952]
abhiyan-headline: कचरा प्रबंधन पर जनजागृति	[498, 587, 775, 620]
khanjari-text-2: स्पर्धा में मनीष पारसटे, नारद, फुटिंग, कवडे, साखरकार, नाना पोहणकर, मोहे, लांडे, नारद, नरड, कोडापे व गांववासी बड़ी संख्या में उपस्थित थे।	[1064, 799, 1480, 825]
khanjari-headline-2: काले ने दी भेंट	[1064, 583, 1179, 609]
obituary-meta: पुलगांव. नाचणगांव मालीपुरा निवासी सुब्द्राबाई बंडे (82) का निधन हो गया।	[75, 2102, 171, 2137]
obituary-name: सुब्द्राबाई बंडे	[75, 2087, 127, 2101]
